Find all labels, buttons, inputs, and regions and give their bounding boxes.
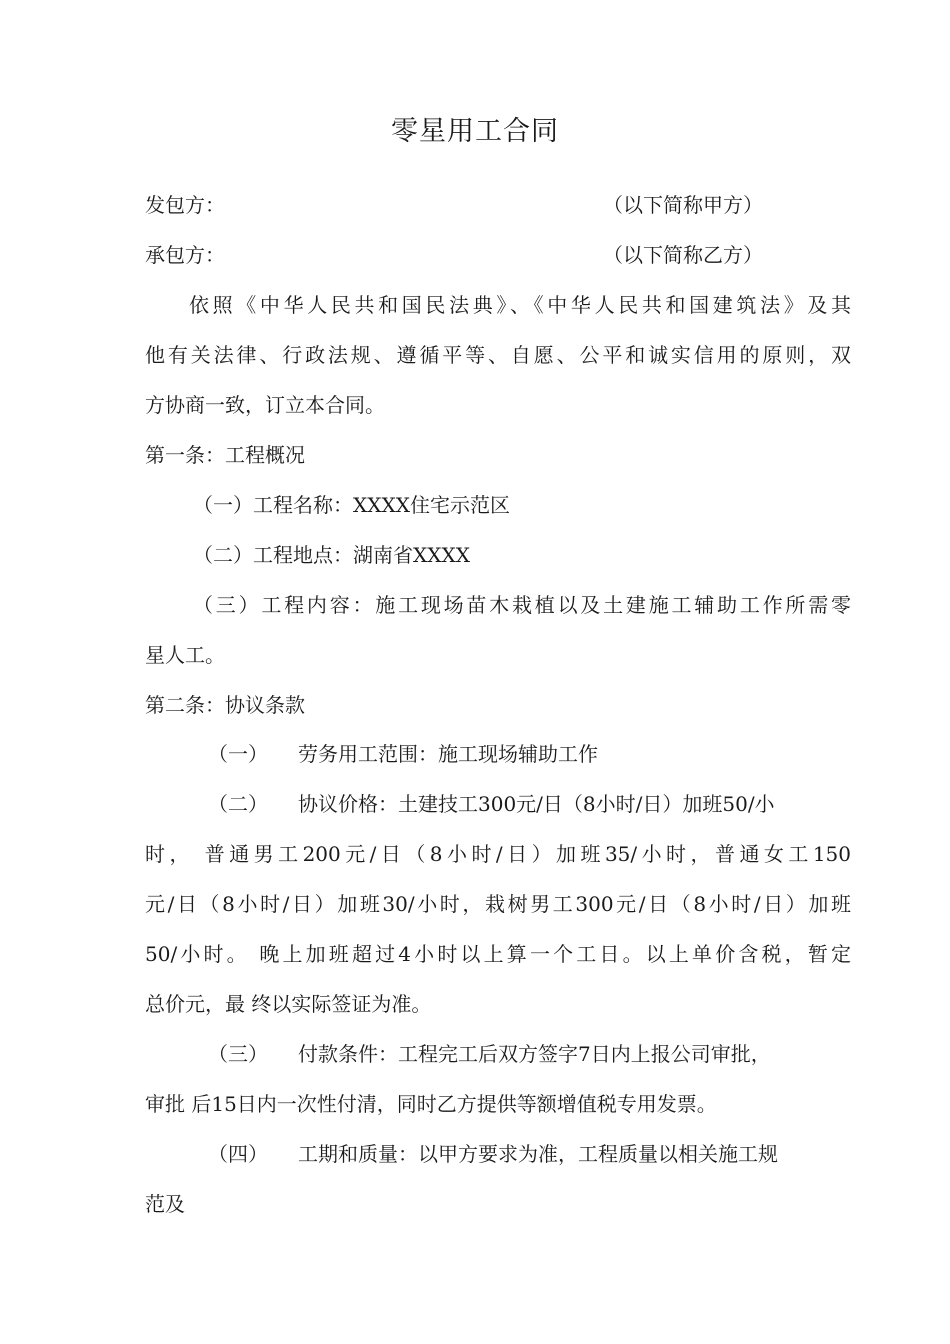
- article-1-item-2: （二）工程地点：湖南省XXXX: [193, 543, 470, 567]
- article-2-item-3-cont: 审批 后15日内一次性付清，同时乙方提供等额增值税专用发票。: [145, 1092, 717, 1116]
- article-2-item-1-text: 劳务用工范围：施工现场辅助工作: [298, 742, 598, 766]
- article-2-heading: 第二条：协议条款: [145, 693, 305, 717]
- article-2-item-2-line-2: 元/日（8小时/日）加班30/小时，栽树男工300元/日（8小时/日）加班: [145, 892, 851, 916]
- party-a-label: 发包方：: [145, 193, 225, 217]
- article-2-item-1-num: （一）: [208, 742, 268, 766]
- article-2-item-2-line-4: 总价元，最 终以实际签证为准。: [145, 992, 432, 1016]
- article-1-item-3-cont: 星人工。: [145, 643, 225, 667]
- article-2-item-1: [208, 738, 918, 770]
- article-1-item-3: （三）工程内容：施工现场苗木栽植以及土建施工辅助工作所需零: [193, 593, 851, 617]
- document-title: 零星用工合同: [391, 116, 559, 147]
- article-2-item-2-num: （二）: [208, 792, 268, 816]
- article-1-heading: 第一条：工程概况: [145, 443, 305, 467]
- article-2-item-4: [208, 1138, 918, 1170]
- article-2-item-4-num: （四）: [208, 1142, 268, 1166]
- article-2-item-2-line-3: 50/小时。 晚上加班超过4小时以上算一个工日。以上单价含税，暂定: [145, 942, 851, 966]
- article-2-item-4-text: 工期和质量：以甲方要求为准，工程质量以相关施工规: [298, 1142, 778, 1166]
- preamble-line-2: 他有关法律、行政法规、遵循平等、自愿、公平和诚实信用的原则，双: [145, 343, 851, 367]
- article-2-item-3-num: （三）: [208, 1042, 268, 1066]
- party-a-note: （以下简称甲方）: [603, 193, 763, 217]
- article-2-item-4-cont: 范及: [145, 1192, 185, 1216]
- party-b-label: 承包方：: [145, 243, 225, 267]
- preamble-line-1: 依照《中华人民共和国民法典》、《中华人民共和国建筑法》及其: [189, 293, 851, 317]
- article-2-item-3: [208, 1038, 918, 1070]
- article-2-item-3-text: 付款条件：工程完工后双方签字7日内上报公司审批，: [298, 1042, 771, 1066]
- article-2-item-2-line-1: 时， 普通男工200元/日（8小时/日）加班35/小时，普通女工150: [145, 842, 851, 866]
- article-2-item-2-text: 协议价格：土建技工300元/日（8小时/日）加班50/小: [298, 792, 775, 816]
- article-1-item-1: （一）工程名称：XXXX住宅示范区: [193, 493, 510, 517]
- party-b-note: （以下简称乙方）: [603, 243, 763, 267]
- preamble-line-3: 方协商一致，订立本合同。: [145, 393, 385, 417]
- article-2-item-2: [208, 788, 918, 820]
